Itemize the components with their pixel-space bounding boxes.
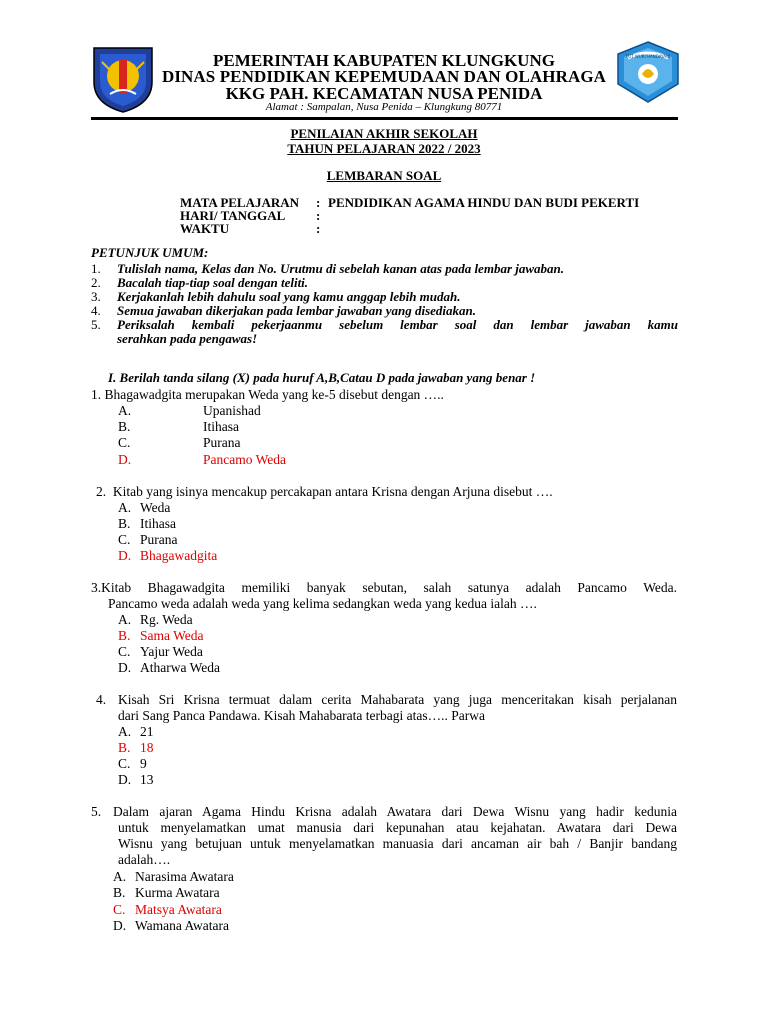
option-text: Pancamo Weda — [203, 452, 287, 467]
option-letter: C. — [118, 435, 131, 450]
option-text: 18 — [140, 740, 154, 755]
option-letter: C. — [118, 644, 131, 659]
question-number: 3. — [91, 580, 102, 595]
option-letter: A. — [118, 612, 132, 627]
logo-motto-text: TUT WURI HANDAYANI — [625, 54, 671, 59]
time-colon: : — [316, 221, 321, 236]
question-2 — [96, 484, 553, 500]
instruction-text-continued: serahkan pada pengawas! — [117, 331, 258, 346]
option-text: Yajur Weda — [140, 644, 203, 659]
instruction-text: Periksalah kembali pekerjaanmu sebelum lembar soal dan lembar jawaban kamu — [117, 317, 678, 332]
time-label: WAKTU — [180, 221, 230, 236]
option-text: 9 — [140, 756, 147, 771]
question-text: Dalam ajaran Agama Hindu Krisna adalah Awatara dari Dewa Wisnu yang hadir kedunia — [113, 804, 677, 819]
subject-colon: : — [316, 195, 321, 210]
question-3 — [91, 580, 677, 596]
instruction-text: Tulislah nama, Kelas dan No. Urutmu di sebelah kanan atas pada lembar jawaban. — [117, 261, 565, 276]
option-letter: D. — [113, 918, 127, 933]
instruction-text: Bacalah tiap-tiap soal dengan teliti. — [117, 275, 309, 290]
instruction-text: Semua jawaban dikerjakan pada lembar jawaban yang disediakan. — [117, 303, 476, 318]
option-text: 21 — [140, 724, 154, 739]
letterhead-line-1: PEMERINTAH KABUPATEN KLUNGKUNG — [213, 51, 555, 70]
sheet-title: LEMBARAN SOAL — [326, 168, 442, 183]
option-text: Bhagawadgita — [140, 548, 218, 563]
option-letter: A. — [113, 869, 127, 884]
option-text: Atharwa Weda — [140, 660, 221, 675]
option-text: Itihasa — [203, 419, 239, 434]
question-4 — [96, 692, 106, 708]
option-letter: D. — [118, 548, 132, 563]
option-text: Kurma Awatara — [135, 885, 220, 900]
option-text: Itihasa — [140, 516, 176, 531]
instruction-number: 5. — [91, 317, 101, 332]
exam-title: PENILAIAN AKHIR SEKOLAH — [290, 126, 478, 141]
subject-label: MATA PELAJARAN — [180, 195, 300, 210]
question-text: Kisah Sri Krisna termuat dalam cerita Mahabarata yang juga menceritakan kisah perjalanan — [118, 692, 677, 707]
question-text: Kitab yang isinya mencakup percakapan antara Krisna dengan Arjuna disebut …. — [112, 484, 553, 499]
option-letter: C. — [113, 902, 126, 917]
date-label: HARI/ TANGGAL — [180, 208, 286, 223]
option-letter: D. — [118, 660, 132, 675]
instruction-text: Kerjakanlah lebih dahulu soal yang kamu anggap lebih mudah. — [117, 289, 461, 304]
option-letter: B. — [113, 885, 126, 900]
letterhead-address: Alamat : Sampalan, Nusa Penida – Klungkung 80771 — [265, 101, 503, 113]
question-1 — [91, 387, 444, 403]
option-letter: A. — [118, 403, 132, 418]
instruction-item — [91, 317, 678, 347]
option-text: 13 — [140, 772, 154, 787]
option-letter: A. — [118, 500, 132, 515]
option-text: Weda — [140, 500, 171, 515]
instruction-number: 3. — [91, 289, 101, 304]
option-text: Purana — [203, 435, 241, 450]
school-year-title: TAHUN PELAJARAN 2022 / 2023 — [287, 141, 481, 156]
instruction-number: 4. — [91, 303, 101, 318]
section-instruction: I. Berilah tanda silang (X) pada huruf A,B,Catau D pada jawaban yang benar ! — [108, 370, 536, 385]
option-text: Wamana Awatara — [135, 918, 229, 933]
letterhead-line-2: DINAS PENDIDIKAN KEPEMUDAAN DAN OLAHRAGA — [161, 67, 607, 86]
instructions-heading: PETUNJUK UMUM: — [91, 245, 209, 260]
question-number: 4. — [96, 692, 107, 707]
question-5-continued: Wisnu yang betujuan untuk menyelamatkan manuasia dari ancaman air bah / Banjir bandang — [118, 836, 677, 851]
instruction-number: 1. — [91, 261, 101, 276]
option-letter: D. — [118, 452, 132, 467]
question-number: 1. — [91, 387, 102, 402]
option-letter: D. — [118, 772, 132, 787]
option-letter: A. — [118, 724, 132, 739]
option-letter: B. — [118, 516, 131, 531]
option-text: Rg. Weda — [140, 612, 193, 627]
option-letter: C. — [118, 756, 131, 771]
option-text: Narasima Awatara — [135, 869, 234, 884]
instruction-number: 2. — [91, 275, 101, 290]
letterhead-line-3: KKG PAH. KECAMATAN NUSA PENIDA — [225, 84, 543, 103]
option-text: Purana — [140, 532, 178, 547]
question-text: Bhagawadgita merupakan Weda yang ke-5 disebut dengan ….. — [104, 387, 444, 402]
question-number: 2. — [96, 484, 107, 499]
option-text: Matsya Awatara — [135, 902, 222, 917]
question-text: Kitab Bhagawadgita memiliki banyak sebutan, salah satunya adalah Pancamo Weda. — [101, 580, 677, 595]
question-5-continued: adalah…. — [118, 852, 171, 867]
option-letter: C. — [118, 532, 131, 547]
date-colon: : — [316, 208, 321, 223]
option-letter: B. — [118, 419, 131, 434]
question-3-continued: Pancamo weda adalah weda yang kelima sedangkan weda yang kedua ialah …. — [108, 596, 537, 611]
question-5 — [91, 804, 101, 820]
question-4-continued: dari Sang Panca Pandawa. Kisah Mahabarata terbagi atas….. Parwa — [118, 708, 485, 723]
question-5-continued: untuk menyelamatkan umat manusia dari kepunahan atau kejahatan. Awatara dari Dewa — [118, 820, 677, 835]
subject-value: PENDIDIKAN AGAMA HINDU DAN BUDI PEKERTI — [328, 195, 640, 210]
option-text: Upanishad — [203, 403, 261, 418]
question-number: 5. — [91, 804, 102, 819]
option-letter: B. — [118, 628, 131, 643]
letterhead-divider — [91, 117, 678, 120]
option-letter: B. — [118, 740, 131, 755]
option-text: Sama Weda — [140, 628, 204, 643]
